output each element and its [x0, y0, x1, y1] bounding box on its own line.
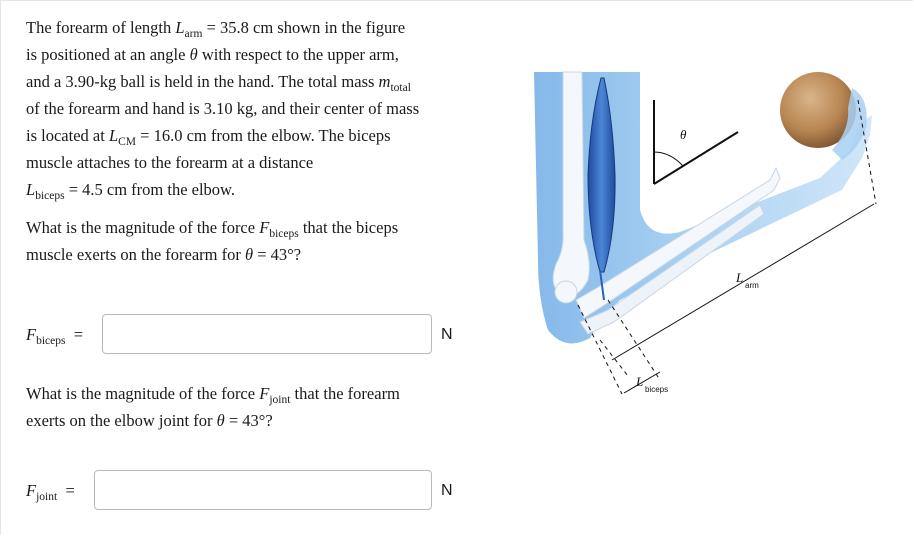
problem-statement: [26, 14, 466, 203]
var-m: m: [378, 72, 391, 91]
text: muscle attaches to the forearm at a distance: [26, 153, 314, 172]
text: = 43°?: [228, 411, 273, 430]
var-F: F: [26, 325, 37, 344]
text: = 35.8 cm shown in the figure: [206, 18, 406, 37]
var-F: F: [259, 218, 270, 237]
sub-cm: CM: [118, 136, 137, 148]
question-line-1: [26, 380, 456, 407]
arm-figure: [520, 60, 910, 420]
text: The forearm of length: [26, 18, 172, 37]
unit-newton: N: [441, 482, 453, 499]
text: = 16.0 cm from the elbow. The biceps: [140, 126, 391, 145]
forearm-axis: [654, 132, 738, 184]
problem-line-5: [26, 122, 466, 149]
equals-sign: =: [65, 481, 75, 500]
angle-arc: [654, 152, 683, 166]
unit-newton: N: [441, 326, 453, 343]
answer-row-joint: [26, 470, 75, 512]
l-biceps-sub: biceps: [645, 385, 669, 394]
equals-sign: =: [73, 325, 84, 344]
text: What is the magnitude of the force: [26, 384, 256, 403]
sub-biceps: biceps: [269, 228, 299, 240]
text: is positioned at an angle: [26, 45, 186, 64]
problem-line-6: [26, 149, 466, 176]
var-F: F: [259, 384, 270, 403]
answer-label-joint: [26, 481, 75, 501]
var-F: F: [26, 481, 37, 500]
text: of the forearm and hand is 3.10 kg, and their center of mass: [26, 99, 420, 118]
text: muscle exerts on the forearm for: [26, 245, 241, 264]
text: What is the magnitude of the force: [26, 218, 256, 237]
var-L: L: [175, 18, 185, 37]
var-L: L: [108, 126, 119, 145]
theta-label: θ: [680, 127, 687, 142]
answer-label-biceps: [26, 325, 83, 345]
l-biceps-label: L: [636, 374, 644, 389]
var-theta: θ: [216, 411, 225, 430]
joint-force-input[interactable]: [94, 470, 432, 510]
text: that the biceps: [302, 218, 399, 237]
sub-joint: joint: [36, 491, 58, 503]
problem-line-1: [26, 14, 466, 41]
l-arm-label: L: [736, 270, 744, 285]
answer-row-biceps: [26, 314, 83, 356]
question-line-2: [26, 407, 456, 434]
problem-line-3: [26, 68, 466, 95]
text: exerts on the elbow joint for: [26, 411, 213, 430]
text: that the forearm: [294, 384, 400, 403]
problem-line-2: [26, 41, 466, 68]
question-line-2: [26, 241, 456, 268]
elbow-joint: [555, 281, 577, 303]
sub-arm: arm: [184, 28, 203, 40]
text: = 4.5 cm from the elbow.: [68, 180, 236, 199]
var-L: L: [26, 180, 36, 199]
var-theta: θ: [189, 45, 198, 64]
text: is located at: [26, 126, 105, 145]
text: and a 3.90-kg ball is held in the hand. The total mass: [26, 72, 375, 91]
problem-line-4: [26, 95, 466, 122]
text: = 43°?: [257, 245, 302, 264]
sub-biceps: biceps: [36, 335, 66, 347]
question-biceps-force: [26, 214, 456, 268]
sub-biceps: biceps: [35, 190, 65, 202]
text: with respect to the upper arm,: [201, 45, 399, 64]
l-arm-sub: arm: [745, 281, 759, 290]
var-theta: θ: [245, 245, 254, 264]
sub-total: total: [390, 82, 411, 94]
problem-line-7: [26, 176, 466, 203]
biceps-force-input[interactable]: [102, 314, 432, 354]
sub-joint: joint: [269, 394, 291, 406]
question-joint-force: [26, 380, 456, 434]
question-line-1: [26, 214, 456, 241]
